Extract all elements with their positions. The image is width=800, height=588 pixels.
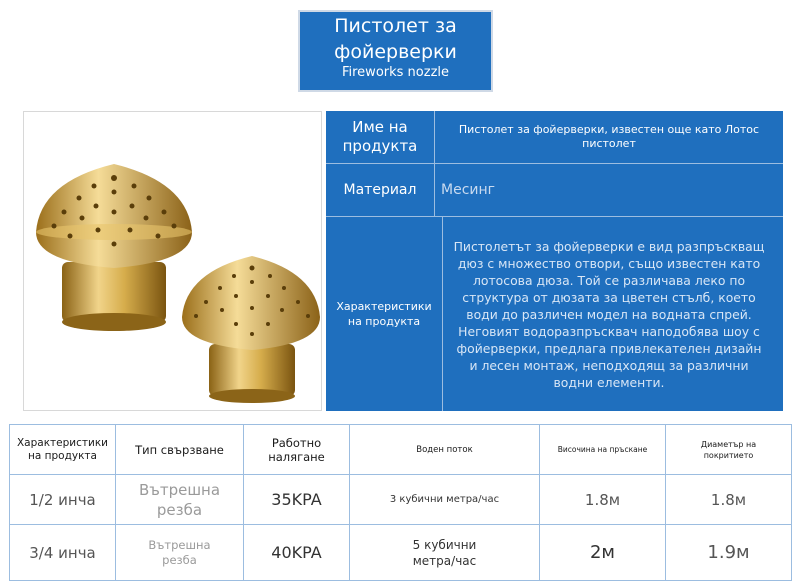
spec-value: Пистолетът за фойерверки е вид разпръскващ дюз с множество отвори, също известен като лотосова дюза. Той се различава леко по структура от дюзата за цветен стълб, което води до различен модел на водната спрей. Неговият водоразпръсквач наподобява шоу с фойерверки, предлага привлекателен дизайн и лесен монтаж, неподходящ за различни водни елементи. [453,238,765,390]
spec-row-material [326,164,783,217]
spec-table [326,111,783,411]
subtitle: Fireworks nozzle [341,65,449,80]
table-cell: 35KPA [271,490,322,509]
header-cell: Тип свързване [135,442,224,457]
table-cell: 5 кубични метра/час [412,537,477,568]
spec-label: Характеристики на продукта [326,217,443,411]
header-cell: Височина на пръскане [557,445,648,454]
table-cell: 40KPA [271,543,322,562]
table-cell: 3 кубични метра/час [389,494,500,505]
header-cell: Воден поток [416,444,473,455]
header-cell: Диаметър на покритието [700,439,757,460]
spec-label: Име на продукта [326,111,435,163]
header-cell: Работно налягане [268,435,325,464]
header-cell: Характеристики на продукта [16,436,108,462]
product-photo [23,111,322,411]
title-line-2: фойерверки [334,41,457,63]
spec-value: Пистолет за фойерверки, известен още като Лотос пистолет [458,123,760,150]
table-cell: 3/4 инча [29,543,96,562]
title-line-1: Пистолет за [334,15,457,37]
table-cell: Вътрешна резба [148,537,211,567]
spec-row-features [326,217,783,411]
title-banner [300,12,491,90]
spec-row-name [326,111,783,164]
table-cell: Вътрешна резба [138,480,221,519]
specs-grid [9,424,792,581]
table-cell: 1/2 инча [29,490,96,509]
spec-label: Материал [326,164,435,216]
table-cell: 1.9м [707,542,750,563]
table-cell: 2м [589,542,616,563]
table-cell: 1.8м [584,490,621,509]
spec-value: Месинг [441,182,495,198]
table-cell: 1.8м [710,490,747,509]
brass-nozzle-image [24,112,321,410]
